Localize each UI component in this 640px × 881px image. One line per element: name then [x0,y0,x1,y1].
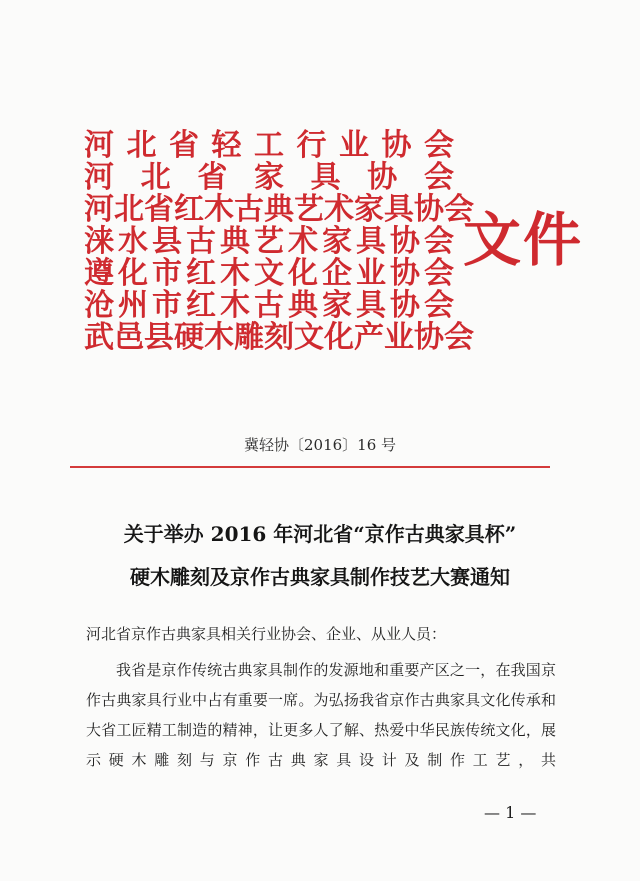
issuer-char: 市 [152,256,182,291]
issuer-char: 艺 [254,224,284,259]
issuer-line [84,130,454,162]
issuer-char: 州 [118,288,148,323]
issuer-char: 红 [186,256,216,291]
issuer-char: 红 [186,288,216,323]
issuer-char: 业 [384,320,414,355]
notice-title-line-1: 关于举办 2016 年河北省“京作古典家具杯” [123,522,517,546]
issuer-char: 具 [356,224,386,259]
issuer-char: 会 [424,224,454,259]
issuer-char: 邑 [114,320,144,355]
issuer-char: 行 [296,128,327,163]
issuer-char: 业 [339,128,369,163]
issuer-char: 协 [390,224,420,259]
issuer-char: 具 [356,288,386,323]
issuer-char: 产 [354,320,384,355]
salutation: 河北省京作古典家具相关行业协会、企业、从业人员： [86,625,447,643]
issuer-char: 省 [144,192,174,227]
issuer-char: 北 [140,160,171,195]
issuer-char: 省 [169,128,199,163]
issuer-char: 古 [186,224,216,259]
issuer-char: 文 [294,320,324,355]
issuer-char: 河 [84,192,114,227]
issuer-char: 家 [322,224,352,259]
issuer-char: 县 [152,224,182,259]
issuer-char: 企 [322,256,352,291]
issuer-line [84,162,454,194]
issuer-char: 遵 [84,256,114,291]
issuer-char: 业 [356,256,386,291]
issuer-char: 红 [174,192,204,227]
page-number: — 1 — [484,803,537,822]
issuer-line [84,192,474,227]
issuer-char: 具 [384,192,414,227]
issuer-char: 刻 [264,320,294,355]
issuer-char: 涞 [84,224,114,259]
body-paragraph: 我省是京作传统古典家具制作的发源地和重要产区之一，在我国京作古典家具行业中占有重要一席。为弘扬我省京作古典家具文化传承和大省工匠精工制造的精神，让更多人了解、热爱中华民族传统文化，展示硬木雕刻与京作古典家具设计及制作工艺，共 [86,661,556,769]
issuer-char: 轻 [211,128,242,163]
issuer-char: 古 [234,192,264,227]
issuer-char: 县 [144,320,174,355]
issuer-char: 省 [197,160,228,195]
issuer-char: 术 [288,224,318,259]
issuer-char: 协 [367,160,398,195]
issuer-char: 文 [254,256,284,291]
issuer-line [84,290,454,322]
issuer-char: 艺 [294,192,324,227]
issuer-char: 协 [414,192,444,227]
document-type-label: 文件 [463,206,584,274]
issuer-char: 家 [322,288,352,323]
issuer-char: 雕 [234,320,264,355]
issuer-char: 会 [424,256,454,291]
issuer-char: 会 [444,320,474,355]
issuer-char: 会 [424,128,454,163]
issuer-char: 木 [204,192,234,227]
issuer-char: 河 [84,128,114,163]
issuer-char: 协 [390,288,420,323]
issuer-char: 术 [324,192,354,227]
issuer-char: 典 [264,192,294,227]
issuer-char: 家 [354,192,384,227]
notice-title-line-2: 硬木雕刻及京作古典家具制作技艺大赛通知 [130,565,510,589]
issuer-char: 典 [288,288,318,323]
issuer-char: 协 [414,320,444,355]
issuer-char: 会 [423,160,454,195]
issuer-char: 北 [126,128,157,163]
issuer-char: 协 [390,256,420,291]
issuer-char: 木 [220,288,250,323]
issuer-char: 会 [424,288,454,323]
issuer-char: 协 [381,128,412,163]
issuer-char: 木 [220,256,250,291]
issuer-char: 会 [444,192,474,227]
issuer-char: 工 [254,128,284,163]
issuer-char: 典 [220,224,250,259]
document-number: 冀轻协〔2016〕16 号 [243,436,397,454]
issuer-char: 化 [324,320,354,355]
issuer-line [84,320,474,355]
red-separator-line [70,466,550,468]
issuer-char: 具 [310,160,341,195]
issuer-char: 河 [84,160,114,195]
issuer-char: 北 [114,192,144,227]
issuer-char: 家 [253,160,284,195]
issuer-char: 古 [254,288,284,323]
issuer-char: 水 [118,224,148,259]
issuer-char: 硬 [174,320,204,355]
issuer-line [84,258,454,290]
issuer-char: 木 [204,320,234,355]
issuing-organizations [84,128,474,355]
issuer-char: 化 [118,256,148,291]
issuer-char: 沧 [84,288,114,323]
issuer-char: 武 [84,320,114,355]
issuer-char: 市 [152,288,182,323]
issuer-char: 化 [288,256,318,291]
issuer-line [84,226,454,258]
